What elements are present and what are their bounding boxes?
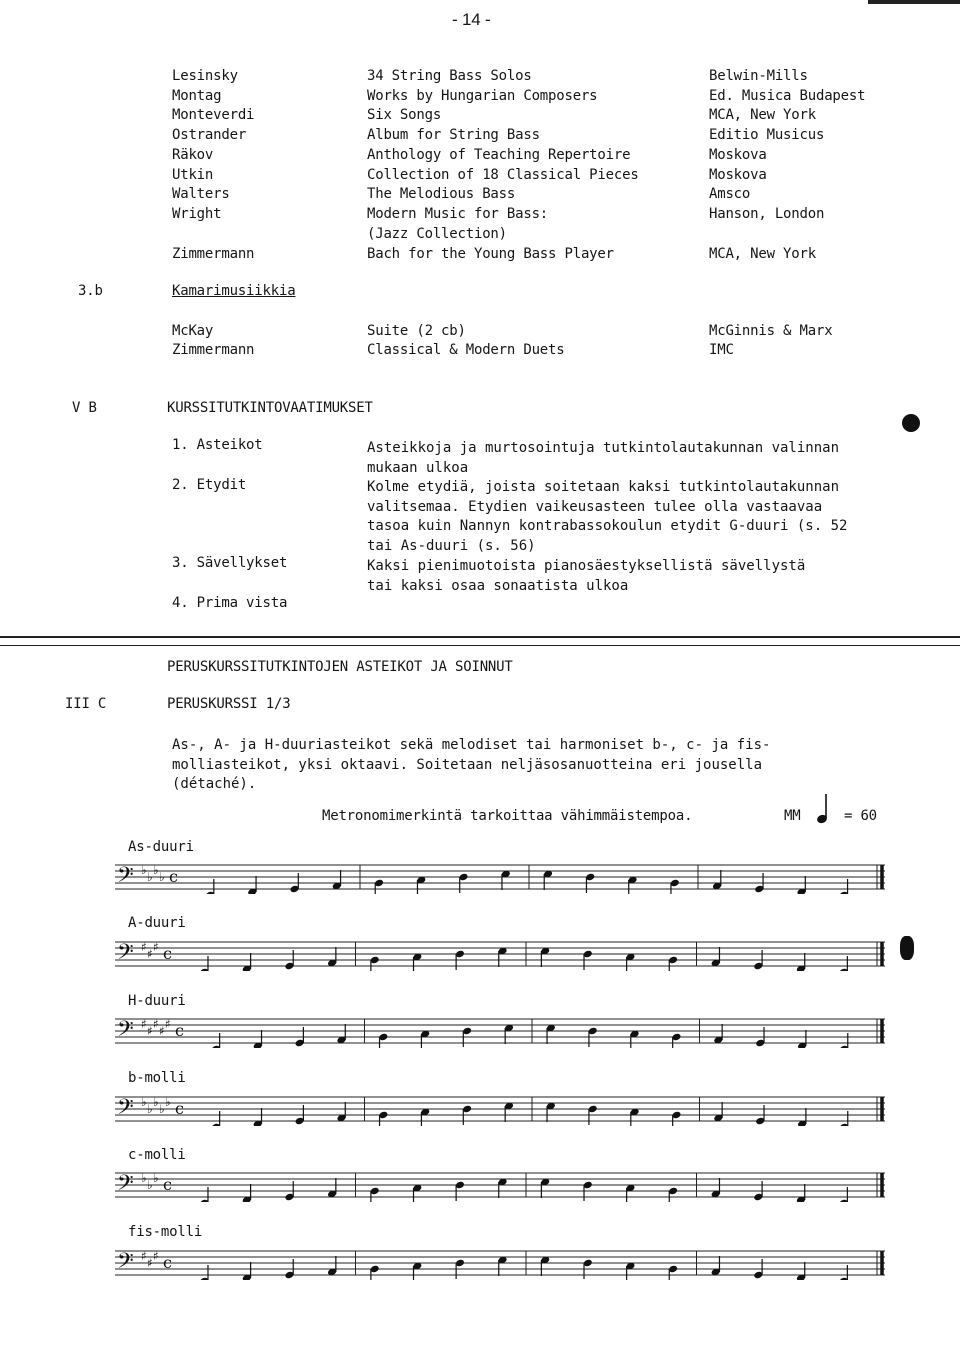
composer: Zimmermann [172,246,255,262]
punch-hole-mark [900,936,914,960]
requirement-label: 1. Asteikot [172,437,263,453]
sharp-icon: ♯ [159,1024,165,1038]
sharp-icon: ♯ [147,1256,153,1270]
section-label: V B [72,400,97,416]
requirement-label: 2. Etydit [172,477,247,493]
publisher: Hanson, London [709,206,825,222]
bass-clef-icon: 𝄢 [117,1095,134,1125]
flat-icon: ♭ [147,870,153,884]
composer: Räkov [172,147,214,163]
flat-icon: ♭ [141,1171,147,1185]
composer: Ostrander [172,127,247,143]
section-heading: Kamarimusiikkia [172,283,296,299]
requirement-label: 4. Prima vista [172,595,288,611]
composer: Montag [172,88,222,104]
flat-icon: ♭ [165,1095,171,1109]
publisher: Amsco [709,186,751,202]
bass-clef-icon: 𝄢 [117,1017,134,1047]
sharp-icon: ♯ [141,940,147,954]
music-staff [115,1168,885,1202]
sharp-icon: ♯ [153,940,159,954]
title: Classical & Modern Duets [367,342,565,358]
bass-clef-icon: 𝄢 [117,1249,134,1279]
title: Works by Hungarian Composers [367,88,598,104]
publisher: Moskova [709,167,767,183]
music-staff [115,860,885,894]
flat-icon: ♭ [141,1095,147,1109]
title: Bach for the Young Bass Player [367,246,614,262]
flat-icon: ♭ [147,1102,153,1116]
common-time-icon: c [175,1021,184,1040]
scale-name: c-molli [128,1147,186,1163]
sharp-icon: ♯ [141,1249,147,1263]
music-staff [115,1246,885,1280]
title: The Melodious Bass [367,186,516,202]
publisher: Ed. Musica Budapest [709,88,866,104]
publisher: McGinnis & Marx [709,323,833,339]
common-time-icon: c [169,867,178,886]
scale-name: As-duuri [128,839,194,855]
flat-icon: ♭ [141,863,147,877]
section-heading: KURSSITUTKINTOVAATIMUKSET [167,400,373,416]
requirement-text: Asteikkoja ja murtosointuja tutkintolautakunnan valinnan mukaan ulkoa [367,440,840,476]
section-heading: PERUSKURSSITUTKINTOJEN ASTEIKOT JA SOINNUT [167,659,513,675]
top-corner-rule [868,0,960,4]
scale-name: A-duuri [128,915,186,931]
section-divider [0,636,960,638]
music-staff [115,937,885,971]
sharp-icon: ♯ [153,1249,159,1263]
sharp-icon: ♯ [165,1017,171,1031]
composer: Utkin [172,167,214,183]
music-staff [115,1092,885,1126]
music-staff [115,1014,885,1048]
title: Anthology of Teaching Repertoire [367,147,631,163]
title: Modern Music for Bass: [367,206,549,222]
publisher: Belwin-Mills [709,68,808,84]
section-divider [0,645,960,646]
metronome-mark: MM [784,808,801,824]
course-description: As-, A- ja H-duuriasteikot sekä melodiset tai harmoniset b-, c- ja fis- molliasteikot, yksi oktaavi. Soitetaan neljäsosanuotteina eri jousella (détaché). [172,737,771,792]
publisher: Moskova [709,147,767,163]
bass-clef-icon: 𝄢 [117,940,134,970]
requirement-text: Kolme etydiä, joista soitetaan kaksi tutkintolautakunnan valitsemaa. Etydien vaikeusasteen tulee olla vastaavaa tasoa kuin Nannyn kontrabassokoulun etydit G-duuri (s. 52 tai As-duuri (s. 56) [367,479,848,554]
flat-icon: ♭ [147,1178,153,1192]
flat-icon: ♭ [153,863,159,877]
common-time-icon: c [163,1253,172,1272]
flat-icon: ♭ [159,1102,165,1116]
metronome-value: = 60 [844,808,877,824]
common-time-icon: c [163,944,172,963]
metronome-note: Metronomimerkintä tarkoittaa vähimmäistempoa. [322,808,693,824]
title: Album for String Bass [367,127,540,143]
publisher: Editio Musicus [709,127,825,143]
quarter-note-icon [815,792,831,826]
common-time-icon: c [175,1099,184,1118]
sharp-icon: ♯ [153,1017,159,1031]
flat-icon: ♭ [153,1095,159,1109]
sharp-icon: ♯ [141,1017,147,1031]
scale-name: b-molli [128,1070,186,1086]
section-number: 3.b [78,283,103,299]
bass-clef-icon: 𝄢 [117,863,134,893]
flat-icon: ♭ [159,870,165,884]
scale-name: fis-molli [128,1224,203,1240]
bass-clef-icon: 𝄢 [117,1171,134,1201]
title: 34 String Bass Solos [367,68,532,84]
composer: Zimmermann [172,342,255,358]
publisher: IMC [709,342,734,358]
section-label: III C [65,696,107,712]
flat-icon: ♭ [153,1171,159,1185]
title: Six Songs [367,107,442,123]
requirement-label: 3. Sävellykset [172,555,288,571]
sharp-icon: ♯ [147,947,153,961]
composer: Monteverdi [172,107,255,123]
sharp-icon: ♯ [147,1024,153,1038]
scale-name: H-duuri [128,993,186,1009]
course-level: PERUSKURSSI 1/3 [167,696,291,712]
title: (Jazz Collection) [367,226,507,242]
page-number: - 14 - [452,10,491,29]
requirement-text: Kaksi pienimuotoista pianosäestyksellistä sävellystä tai kaksi osaa sonaatista ulkoa [367,558,806,594]
publisher: MCA, New York [709,107,816,123]
composer: Wright [172,206,222,222]
composer: Lesinsky [172,68,238,84]
composer: Walters [172,186,230,202]
composer: McKay [172,323,214,339]
common-time-icon: c [163,1175,172,1194]
title: Suite (2 cb) [367,323,466,339]
title: Collection of 18 Classical Pieces [367,167,639,183]
punch-hole-mark [902,414,920,432]
publisher: MCA, New York [709,246,816,262]
